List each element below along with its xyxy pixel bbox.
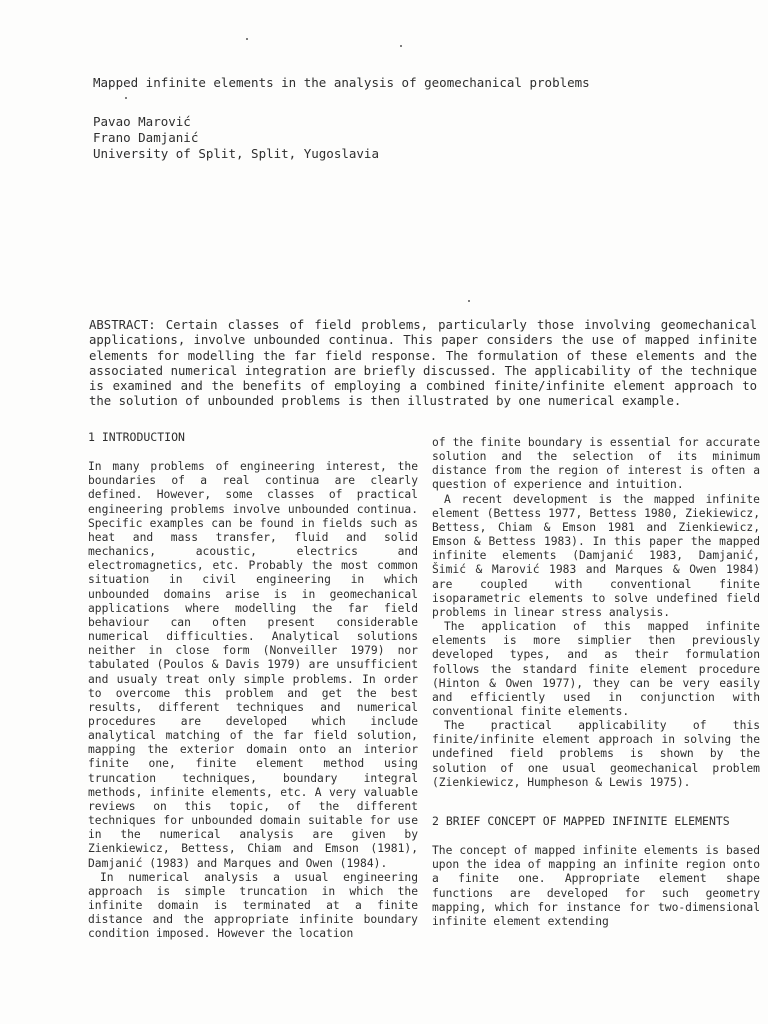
- paragraph: The concept of mapped infinite elements is based upon the idea of mapping an infinite region onto a finite one. Appropriate element shape functions are developed for such geometry mapping, which for instance for two-dimensional infinite element extending: [432, 844, 760, 928]
- right-column: [432, 436, 760, 996]
- section-heading: 1 INTRODUCTION: [88, 430, 185, 444]
- scan-speck: [125, 97, 127, 99]
- paragraph: of the finite boundary is essential for accurate solution and the selection of its minimum distance from the region of interest is often a question of experience and intuition.: [432, 436, 760, 492]
- author-name: Frano Damjanić: [93, 130, 199, 145]
- paragraph: The practical applicability of this finite/infinite element approach in solving the undefined field problems is shown by the solution of one usual geomechanical problem (Zienkiewicz, Humpheson & Lewis 1975).: [432, 719, 760, 789]
- author-name: Pavao Marović: [93, 114, 191, 129]
- paragraph: A recent development is the mapped infinite element (Bettess 1977, Bettess 1980, Ziekiewicz, Bettess, Chiam & Emson 1981 and Zienkiewicz, Emson & Bettess 1983). In this paper the mapped infinite elements (Damjanić 1983, Damjanić, Šimić & Marović 1983 and Marques & Owen 1984) are coupled with conventional finite isoparametric elements to solve undefined field problems in linear stress analysis.: [432, 492, 760, 619]
- affiliation: University of Split, Split, Yugoslavia: [93, 146, 379, 161]
- scan-speck: [468, 300, 470, 302]
- section-spacer: [432, 790, 760, 814]
- scan-speck: [246, 38, 248, 40]
- paragraph: In many problems of engineering interest, the boundaries of a real continua are clearly defined. However, some classes of practical engineering problems involve unbounded continua. Specific examples can be found in fields such as heat and mass transfer, fluid and solid mechanics, acoustic, electrics and electromagnetics, etc. Probably the most common situation in civil engineering in which unbounded domains arise is in geomechanical applications where modelling the far field behaviour can often present considerable numerical difficulties. Analytical solutions neither in close form (Nonveiller 1979) nor tabulated (Poulos & Davis 1979) are unsufficient and usualy treat only simple problems. In order to overcome this problem and get the best results, different techniques and numerical procedures are developed which include analytical matching of the far field solution, mapping the exterior domain onto an interior finite one, finite element method using truncation techniques, boundary integral methods, infinite elements, etc. A very valuable reviews on this topic, of the different techniques for unbounded domain suitable for use in the numerical analysis are given by Zienkiewicz, Bettess, Chiam and Emson (1981), Damjanić (1983) and Marques and Owen (1984).: [88, 460, 418, 870]
- left-column: [88, 430, 418, 1018]
- paper-title: Mapped infinite elements in the analysis of geomechanical problems: [93, 75, 590, 90]
- section-heading: 2 BRIEF CONCEPT OF MAPPED INFINITE ELEMENTS: [432, 813, 730, 828]
- paragraph: The application of this mapped infinite elements is more simplier then previously developed types, and as their formulation follows the standard finite element procedure (Hinton & Owen 1977), they can be very easily and efficiently used in conjunction with conventional finite elements.: [432, 620, 760, 718]
- abstract: [89, 318, 757, 410]
- scan-speck: [400, 45, 402, 47]
- author-block: [93, 114, 493, 162]
- abstract-text: ABSTRACT: Certain classes of field problems, particularly those involving geomechanical applications, involve unbounded continua. This paper considers the use of mapped infinite elements for modelling the far field response. The formulation of these elements and the associated numerical integration are briefly discussed. The applicability of the technique is examined and the benefits of employing a combined finite/infinite element approach to the solution of unbounded problems is then illustrated by one numerical example.: [89, 318, 757, 409]
- paragraph: In numerical analysis a usual engineering approach is simple truncation in which the infinite domain is terminated at a finite distance and the appropriate infinite boundary condition imposed. However the location: [88, 870, 418, 941]
